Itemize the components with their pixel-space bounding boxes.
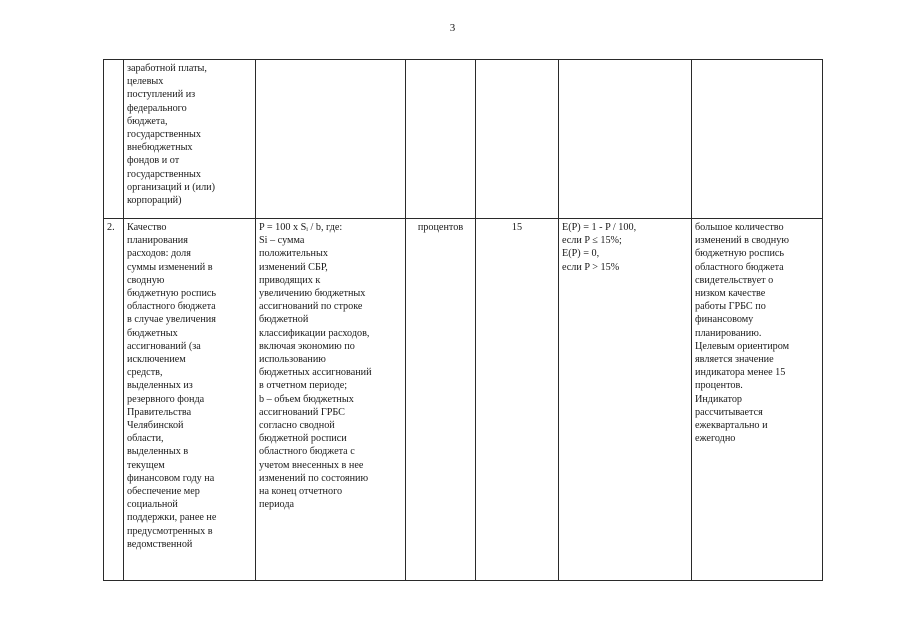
text-line: на конец отчетного (259, 486, 343, 498)
text-line: ассигнований по строке (259, 301, 363, 313)
text-line: целевых (127, 76, 164, 88)
row-number-cell (104, 60, 124, 219)
text-line: планирования (127, 235, 188, 247)
indicator-name-cell (124, 60, 256, 219)
text-line: бюджета, (127, 115, 168, 127)
text-line: корпораций) (127, 195, 182, 207)
text-line: государственных (127, 168, 201, 180)
text-line: бюджетных ассигнований (259, 367, 372, 379)
table-row (104, 219, 823, 581)
text-line: изменений по состоянию (259, 472, 369, 484)
text-line: средств, (127, 367, 163, 379)
row-number-cell: 2. (104, 219, 124, 581)
evaluation-cell (559, 60, 692, 219)
text-line: периода (259, 499, 295, 511)
text-line: ежеквартально и (695, 420, 768, 432)
text-line: области, (127, 433, 164, 445)
text-line: большое количество (695, 222, 784, 233)
text-line: изменений СБР, (259, 261, 328, 273)
text-line: социальной (127, 499, 178, 511)
text-line: планированию. (695, 327, 762, 339)
text-line: выделенных в (127, 446, 189, 458)
formula-cell (256, 60, 406, 219)
text-line: b – объем бюджетных (259, 393, 354, 405)
target-cell (476, 60, 559, 219)
comment-cell (692, 219, 823, 581)
table-row (104, 60, 823, 219)
text-line: бюджетную роспись (695, 248, 785, 260)
text-line: федерального (127, 102, 187, 114)
text-line: расходов: доля (127, 248, 191, 260)
text-line: финансовому (695, 314, 754, 326)
unit-cell: процентов (406, 219, 476, 581)
text-line: бюджетных (127, 327, 178, 339)
text-line: организаций и (или) (127, 181, 216, 193)
text-line: классификации расходов, (259, 327, 370, 339)
text-line: Индикатор (695, 393, 743, 405)
text-line: поступлений из (127, 89, 196, 101)
text-line: в случае увеличения (127, 314, 216, 326)
text-line: свидетельствует о (695, 274, 774, 286)
text-line: ежегодно (695, 433, 736, 445)
text-line: учетом внесенных в нее (259, 459, 364, 471)
text-line: исключением (127, 354, 186, 366)
text-line: рассчитывается (695, 406, 763, 418)
text-line: Правительства (127, 406, 192, 418)
text-line: выделенных из (127, 380, 193, 392)
text-line: финансовом году на (127, 472, 215, 484)
text-line: обеспечение мер (127, 486, 200, 498)
text-line: P = 100 x Sᵢ / b, где: (259, 222, 343, 233)
text-line: E(P) = 1 - P / 100, (562, 222, 637, 233)
text-line: поддержки, ранее не (127, 512, 217, 524)
text-line: в отчетном периоде; (259, 380, 348, 392)
text-line: работы ГРБС по (695, 301, 766, 313)
text-line: ведомственной (127, 538, 193, 550)
comment-cell (692, 60, 823, 219)
text-line: Si – сумма (259, 235, 305, 247)
text-line: бюджетной росписи (259, 433, 347, 445)
text-line: если P > 15% (562, 261, 620, 273)
text-line: заработной платы, (127, 63, 207, 74)
evaluation-cell (559, 219, 692, 581)
text-line: ассигнований (за (127, 340, 201, 352)
indicator-table (103, 59, 823, 581)
text-line: Челябинской (127, 420, 184, 432)
text-line: индикатора менее 15 (695, 367, 786, 379)
text-line: областного бюджета (127, 301, 216, 313)
text-line: положительных (259, 248, 328, 260)
text-line: текущем (127, 459, 165, 471)
text-line: E(P) = 0, (562, 248, 600, 260)
text-line: использованию (259, 354, 326, 366)
indicator-name-cell (124, 219, 256, 581)
text-line: является значение (695, 354, 774, 366)
text-line: бюджетной (259, 314, 309, 326)
text-line: суммы изменений в (127, 261, 213, 273)
text-line: Качество (127, 222, 167, 233)
unit-cell (406, 60, 476, 219)
text-line: увеличению бюджетных (259, 288, 366, 300)
target-cell: 15 (476, 219, 559, 581)
text-line: изменений в сводную (695, 235, 789, 247)
text-line: предусмотренных в (127, 525, 213, 537)
text-line: сводную (127, 274, 165, 286)
text-line: низком качестве (695, 288, 766, 300)
text-line: бюджетную роспись (127, 288, 217, 300)
text-line: согласно сводной (259, 420, 335, 432)
page-number: 3 (449, 22, 456, 34)
text-line: Целевым ориентиром (695, 340, 790, 352)
text-line: приводящих к (259, 274, 321, 286)
text-line: фондов и от (127, 155, 180, 167)
text-line: областного бюджета (695, 261, 784, 273)
text-line: ассигнований ГРБС (259, 406, 345, 418)
text-line: процентов. (695, 380, 743, 392)
text-line: если P ≤ 15%; (562, 235, 622, 247)
text-line: областного бюджета с (259, 446, 355, 458)
text-line: резервного фонда (127, 393, 205, 405)
text-line: внебюджетных (127, 142, 193, 154)
text-line: государственных (127, 129, 201, 141)
text-line: включая экономию по (259, 340, 355, 352)
formula-cell (256, 219, 406, 581)
